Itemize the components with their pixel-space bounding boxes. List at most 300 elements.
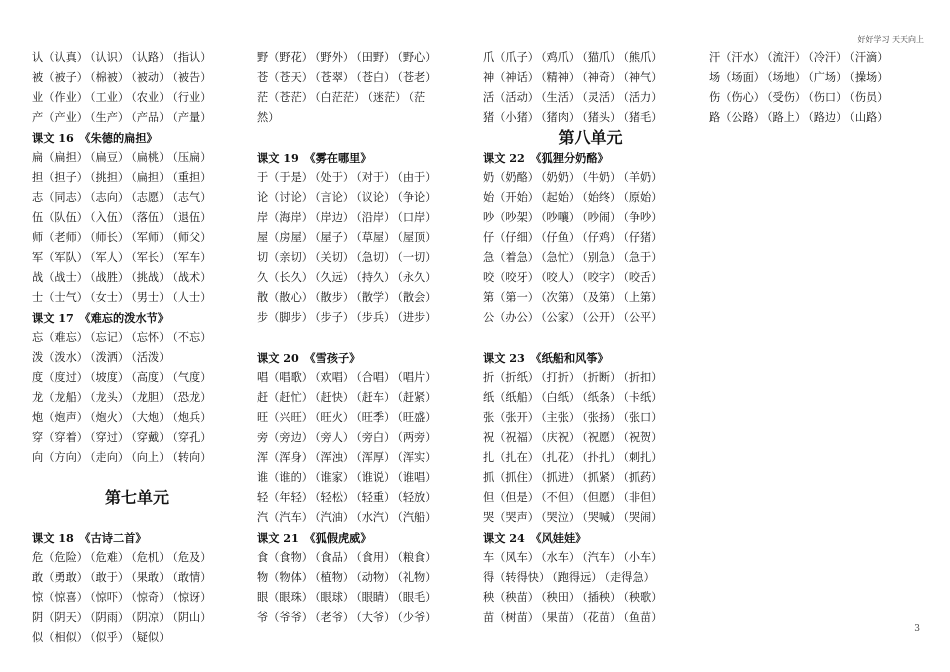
- vocab-row: [709, 88, 924, 108]
- vocab-word: （伤员）: [849, 91, 889, 104]
- vocab-word: （谁唱）: [397, 471, 437, 484]
- vocab-word: （公平）: [623, 311, 663, 324]
- unit-heading: 第八单元: [558, 128, 623, 147]
- vocab-word: 得（转得快）: [483, 571, 551, 584]
- vocab-word: （唱片）: [397, 371, 437, 384]
- vocab-row: [483, 608, 698, 628]
- vocab-word: （折断）: [582, 371, 622, 384]
- vocab-word: （危及）: [172, 551, 212, 564]
- vocab-word: 军（军队）: [32, 251, 88, 264]
- vocab-word: （泼洒）: [89, 351, 130, 364]
- vocab-word: （对于）: [356, 171, 396, 184]
- vocab-row: [483, 548, 698, 568]
- vocab-word: （农业）: [131, 91, 171, 104]
- vocab-word: 阴（阴天）: [32, 611, 88, 624]
- lesson-title: 课文 22 《狐狸分奶酪》: [483, 151, 609, 165]
- vocab-word: （退伍）: [172, 211, 212, 224]
- lesson-title: 课文 21 《狐假虎威》: [257, 531, 372, 545]
- vocab-word: 论（讨论）: [257, 191, 313, 204]
- lesson-title: 课文 17 《难忘的泼水节》: [32, 311, 169, 325]
- vocab-word: （被告）: [172, 71, 212, 84]
- vocab-word: （神气）: [623, 71, 663, 84]
- vocab-word: 活（活动）: [483, 91, 539, 104]
- vocab-word: （猪毛）: [623, 111, 663, 124]
- vocab-row: [709, 68, 924, 88]
- vocab-word: （浑厚）: [356, 451, 396, 464]
- vocab-word: （生活）: [540, 91, 581, 104]
- vocab-word: （祝愿）: [582, 431, 622, 444]
- vocab-word: （旺盛）: [397, 411, 437, 424]
- vocab-word: 伤（伤心）: [709, 91, 765, 104]
- vocab-word: 久（长久）: [257, 271, 313, 284]
- vocab-word: （一切）: [397, 251, 437, 264]
- vocab-word: （扑扎）: [582, 451, 622, 464]
- vocab-word: （屋子）: [314, 231, 355, 244]
- vocab-word: （久远）: [314, 271, 355, 284]
- vocab-word: （走向）: [89, 451, 130, 464]
- vocab-row: [257, 208, 472, 228]
- vocab-word: 忘（难忘）: [32, 331, 88, 344]
- vocab-row: [32, 428, 242, 448]
- lesson-title: 课文 16 《朱德的扁担》: [32, 131, 158, 145]
- page-header: 好好学习 天天向上: [857, 35, 924, 44]
- vocab-row: [257, 228, 472, 248]
- vocab-word: （神奇）: [582, 71, 622, 84]
- vocab-word: 旺（兴旺）: [257, 411, 313, 424]
- vocab-word: （穿过）: [89, 431, 130, 444]
- vocab-word: （礼物）: [397, 571, 437, 584]
- vocab-word: （野心）: [397, 51, 437, 64]
- vocab-word: （扁担）: [131, 171, 171, 184]
- vocab-word: （落伍）: [131, 211, 171, 224]
- vocab-word: 扁（扁担）: [32, 151, 88, 164]
- vocab-row: [257, 408, 472, 428]
- vocab-word: 张（张开）: [483, 411, 539, 424]
- vocab-word: 苗（树苗）: [483, 611, 539, 624]
- vocab-word: （植物）: [314, 571, 355, 584]
- vocab-row: [257, 268, 472, 288]
- vocab-word: （汗滴）: [849, 51, 889, 64]
- vocab-word: （棉被）: [89, 71, 130, 84]
- vocab-word: 步（脚步）: [257, 311, 313, 324]
- vocab-row: [257, 568, 472, 588]
- vocab-word: （张口）: [623, 411, 663, 424]
- vocab-word: （永久）: [397, 271, 437, 284]
- vocab-word: （浑实）: [397, 451, 437, 464]
- vocab-word: 士（士气）: [32, 291, 88, 304]
- vocab-row: [32, 348, 242, 368]
- vocab-word: 食（食物）: [257, 551, 313, 564]
- vocab-row: [32, 168, 242, 188]
- vocab-word: 奶（奶酪）: [483, 171, 539, 184]
- vocab-word: （持久）: [356, 271, 396, 284]
- vocab-word: （广场）: [808, 71, 848, 84]
- vocab-row: [483, 48, 698, 68]
- vocab-word: （敢于）: [89, 571, 130, 584]
- vocab-word: 轻（年轻）: [257, 491, 313, 504]
- vocab-word: 岸（海岸）: [257, 211, 313, 224]
- vocab-word: （刺扎）: [623, 451, 663, 464]
- vocab-row: [32, 628, 242, 648]
- vocab-word: （苍老）: [397, 71, 437, 84]
- vocab-row: [32, 388, 242, 408]
- vocab-word: 被（被子）: [32, 71, 88, 84]
- vocab-row: [32, 328, 242, 348]
- vocab-word: （主张）: [540, 411, 581, 424]
- vocab-word: 度（度过）: [32, 371, 88, 384]
- vocab-word: （猪肉）: [540, 111, 581, 124]
- vocab-row: [32, 188, 242, 208]
- vocab-row: [32, 108, 242, 128]
- vocab-row: [257, 308, 472, 328]
- vocab-word: （被动）: [131, 71, 171, 84]
- vocab-word: （恐龙）: [172, 391, 212, 404]
- vocab-word: （炮兵）: [172, 411, 212, 424]
- vocab-row: [483, 208, 698, 228]
- vocab-word: 仔（仔细）: [483, 231, 539, 244]
- vocab-word: 赶（赶忙）: [257, 391, 313, 404]
- vocab-word: （人士）: [172, 291, 212, 304]
- vocab-word: （战术）: [172, 271, 212, 284]
- vocab-word: （咬字）: [582, 271, 622, 284]
- vocab-word: （气度）: [172, 371, 212, 384]
- vocab-row: [483, 268, 698, 288]
- vocab-word: （穿孔）: [172, 431, 212, 444]
- vocab-word: （苍翠）: [314, 71, 355, 84]
- vocab-word: 谁（谁的）: [257, 471, 313, 484]
- vocab-word: （师父）: [172, 231, 212, 244]
- vocab-word: （急忙）: [540, 251, 581, 264]
- vocab-word: 场（场面）: [709, 71, 765, 84]
- vocab-word: 向（方向）: [32, 451, 88, 464]
- vocab-word: 炮（炮声）: [32, 411, 88, 424]
- vocab-row: [483, 288, 698, 308]
- vocab-word: （咬人）: [540, 271, 581, 284]
- vocab-word: （汽油）: [314, 511, 355, 524]
- vocab-word: （纸条）: [582, 391, 622, 404]
- vocab-word: （活力）: [623, 91, 663, 104]
- vocab-word: （进步）: [397, 311, 437, 324]
- vocab-row: [483, 108, 698, 128]
- vocab-word: （粮食）: [397, 551, 437, 564]
- vocab-word: （哭泣）: [540, 511, 581, 524]
- vocab-word: （茫: [408, 91, 426, 104]
- vocab-word: （军长）: [131, 251, 171, 264]
- vocab-word: 旁（旁边）: [257, 431, 313, 444]
- vocab-word: （龙胆）: [131, 391, 171, 404]
- vocab-word: 业（作业）: [32, 91, 88, 104]
- vocab-word: （活泼）: [131, 351, 171, 364]
- vocab-word: （挑战）: [131, 271, 171, 284]
- vocab-word: 龙（龙船）: [32, 391, 88, 404]
- vocab-word: （惊讶）: [172, 591, 212, 604]
- vocab-word: 但（但是）: [483, 491, 539, 504]
- vocab-word: （别急）: [582, 251, 622, 264]
- vocab-word: （处于）: [314, 171, 355, 184]
- vocab-row: [483, 448, 698, 468]
- vocab-row: [32, 268, 242, 288]
- vocab-word: （穿戴）: [131, 431, 171, 444]
- vocab-word: （吵嚷）: [540, 211, 581, 224]
- vocab-word: （挑担）: [89, 171, 130, 184]
- vocab-word: 纸（纸船）: [483, 391, 539, 404]
- vocab-word: （散会）: [397, 291, 437, 304]
- vocab-word: （公家）: [540, 311, 581, 324]
- vocab-word: 师（老师）: [32, 231, 88, 244]
- vocab-word: 吵（吵架）: [483, 211, 539, 224]
- vocab-word: 爪（爪子）: [483, 51, 539, 64]
- vocab-word: （卡纸）: [623, 391, 663, 404]
- vocab-row: [483, 388, 698, 408]
- vocab-word: （步兵）: [356, 311, 396, 324]
- vocab-word: （少爷）: [397, 611, 437, 624]
- vocab-word: （熊爪）: [623, 51, 663, 64]
- vocab-row: [483, 248, 698, 268]
- vocab-row: [32, 248, 242, 268]
- vocab-word: （扎花）: [540, 451, 581, 464]
- vocab-word: （打折）: [540, 371, 581, 384]
- vocab-row: [257, 388, 472, 408]
- vocab-word: （仔鱼）: [540, 231, 581, 244]
- vocab-row: [32, 588, 242, 608]
- vocab-row: [709, 48, 924, 68]
- vocab-word: （次第）: [540, 291, 581, 304]
- vocab-word: （野外）: [314, 51, 355, 64]
- vocab-row: [257, 488, 472, 508]
- vocab-word: （敢情）: [172, 571, 212, 584]
- vocab-word: 浑（浑身）: [257, 451, 313, 464]
- vocab-word: 折（折纸）: [483, 371, 539, 384]
- vocab-word: （走得急）: [604, 571, 655, 584]
- vocab-word: （跑得远）: [552, 571, 603, 584]
- vocab-word: （咬舌）: [623, 271, 663, 284]
- vocab-word: （危机）: [131, 551, 171, 564]
- vocab-word: （危难）: [89, 551, 130, 564]
- vocab-word: （哭喊）: [582, 511, 622, 524]
- vocab-word: 于（于是）: [257, 171, 313, 184]
- vocab-word: （争吵）: [623, 211, 663, 224]
- vocab-word: （猪头）: [582, 111, 622, 124]
- vocab-word: 担（担子）: [32, 171, 88, 184]
- vocab-word: （大爷）: [356, 611, 396, 624]
- vocab-word: （迷茫）: [367, 91, 407, 104]
- vocab-word: （水汽）: [356, 511, 396, 524]
- vocab-word: 屋（房屋）: [257, 231, 313, 244]
- vocab-word: （抓紧）: [582, 471, 622, 484]
- vocab-word: （志愿）: [131, 191, 171, 204]
- vocab-row: [483, 588, 698, 608]
- spacer: [483, 328, 698, 348]
- vocab-word: （岸边）: [314, 211, 355, 224]
- vocab-word: （浑浊）: [314, 451, 355, 464]
- vocab-word: 敢（勇敢）: [32, 571, 88, 584]
- vocab-word: （阴雨）: [89, 611, 130, 624]
- vocab-word: 哭（哭声）: [483, 511, 539, 524]
- column-2: [257, 48, 472, 628]
- vocab-word: （流汗）: [766, 51, 807, 64]
- vocab-word: （抓进）: [540, 471, 581, 484]
- vocab-word: （向上）: [131, 451, 171, 464]
- vocab-word: （轻重）: [356, 491, 396, 504]
- vocab-word: 唱（唱歌）: [257, 371, 313, 384]
- vocab-row: [483, 408, 698, 428]
- vocab-row: [483, 568, 698, 588]
- vocab-word: （奶奶）: [540, 171, 581, 184]
- vocab-row: [483, 228, 698, 248]
- vocab-word: （忘记）: [89, 331, 130, 344]
- vocab-word: 战（战士）: [32, 271, 88, 284]
- vocab-word: 穿（穿着）: [32, 431, 88, 444]
- vocab-word: 抓（抓住）: [483, 471, 539, 484]
- vocab-word: 公（办公）: [483, 311, 539, 324]
- vocab-word: （扁桃）: [131, 151, 171, 164]
- vocab-word: 野（野花）: [257, 51, 313, 64]
- vocab-word: 第（第一）: [483, 291, 539, 304]
- vocab-word: （师长）: [89, 231, 130, 244]
- vocab-word: （口岸）: [397, 211, 437, 224]
- vocab-word: 路（公路）: [709, 111, 765, 124]
- vocab-word: （汽车）: [582, 551, 622, 564]
- vocab-row: [257, 88, 472, 108]
- vocab-word: （压扁）: [172, 151, 212, 164]
- vocab-word: （轻放）: [397, 491, 437, 504]
- vocab-word: （伤口）: [808, 91, 848, 104]
- vocab-word: （高度）: [131, 371, 171, 384]
- vocab-word: （大炮）: [131, 411, 171, 424]
- vocab-row: [257, 428, 472, 448]
- vocab-word: 危（危险）: [32, 551, 88, 564]
- vocab-row: [32, 568, 242, 588]
- vocab-word: 神（神话）: [483, 71, 539, 84]
- vocab-word: （散学）: [356, 291, 396, 304]
- vocab-word: （食用）: [356, 551, 396, 564]
- vocab-row: [257, 288, 472, 308]
- vocab-word: （产品）: [131, 111, 171, 124]
- vocab-row: [32, 208, 242, 228]
- vocab-word: （动物）: [356, 571, 396, 584]
- vocab-row: [257, 188, 472, 208]
- vocab-row: [257, 508, 472, 528]
- vocab-word: （阴山）: [172, 611, 212, 624]
- vocab-word: 然）: [257, 111, 280, 124]
- vocab-word: （但愿）: [582, 491, 622, 504]
- vocab-word: （惊吓）: [89, 591, 130, 604]
- vocab-row: [32, 228, 242, 248]
- vocab-word: （食品）: [314, 551, 355, 564]
- vocab-word: （转向）: [172, 451, 212, 464]
- vocab-word: 汗（汗水）: [709, 51, 765, 64]
- vocab-word: 眼（眼珠）: [257, 591, 313, 604]
- vocab-word: （旁人）: [314, 431, 355, 444]
- vocab-word: 汽（汽车）: [257, 511, 313, 524]
- vocab-word: （仔猪）: [623, 231, 663, 244]
- vocab-row: [483, 188, 698, 208]
- vocab-word: 车（风车）: [483, 551, 539, 564]
- vocab-word: （草屋）: [356, 231, 396, 244]
- vocab-row: [483, 428, 698, 448]
- vocab-word: （认路）: [131, 51, 171, 64]
- vocab-row: [32, 68, 242, 88]
- vocab-word: 惊（惊喜）: [32, 591, 88, 604]
- vocab-word: （眼球）: [314, 591, 355, 604]
- vocab-word: （张扬）: [582, 411, 622, 424]
- vocab-word: 散（散心）: [257, 291, 313, 304]
- vocab-word: （炮火）: [89, 411, 130, 424]
- lesson-title: 课文 24 《风娃娃》: [483, 531, 587, 545]
- vocab-word: 似（相似）: [32, 631, 88, 644]
- vocab-word: （轻松）: [314, 491, 355, 504]
- vocab-word: （生产）: [89, 111, 130, 124]
- page-number: 3: [914, 624, 920, 634]
- vocab-word: （果苗）: [540, 611, 581, 624]
- vocab-word: 秧（秧苗）: [483, 591, 539, 604]
- column-3: [483, 48, 698, 628]
- vocab-word: （吵闹）: [582, 211, 622, 224]
- vocab-word: 切（亲切）: [257, 251, 313, 264]
- vocab-word: （猫爪）: [582, 51, 622, 64]
- vocab-word: （步子）: [314, 311, 355, 324]
- vocab-row: [32, 408, 242, 428]
- vocab-word: （哭闹）: [623, 511, 663, 524]
- vocab-word: 产（产业）: [32, 111, 88, 124]
- vocab-word: （路边）: [808, 111, 848, 124]
- vocab-word: （果敢）: [131, 571, 171, 584]
- vocab-word: （欢唱）: [314, 371, 355, 384]
- vocab-word: （军车）: [172, 251, 212, 264]
- vocab-row: [257, 248, 472, 268]
- vocab-row: [32, 608, 242, 628]
- spacer: [257, 328, 472, 348]
- vocab-word: （牛奶）: [582, 171, 622, 184]
- spacer: [257, 128, 472, 148]
- vocab-word: （秧歌）: [623, 591, 663, 604]
- vocab-word: （灵活）: [582, 91, 622, 104]
- vocab-word: （汽船）: [397, 511, 437, 524]
- vocab-word: （男士）: [131, 291, 171, 304]
- vocab-word: （路上）: [766, 111, 807, 124]
- vocab-row: [483, 508, 698, 528]
- vocab-word: （赶车）: [356, 391, 396, 404]
- vocab-word: （旺火）: [314, 411, 355, 424]
- vocab-row: [257, 168, 472, 188]
- vocab-word: （场地）: [766, 71, 807, 84]
- vocab-word: （水车）: [540, 551, 581, 564]
- vocab-word: 扎（扎在）: [483, 451, 539, 464]
- vocab-word: （赶紧）: [397, 391, 437, 404]
- vocab-word: （抓药）: [623, 471, 663, 484]
- vocab-row: [257, 368, 472, 388]
- unit-heading: 第七单元: [104, 488, 169, 507]
- vocab-row: [32, 288, 242, 308]
- vocab-word: （上第）: [623, 291, 663, 304]
- vocab-word: （公开）: [582, 311, 622, 324]
- vocab-word: （产量）: [172, 111, 212, 124]
- vocab-row: [257, 468, 472, 488]
- vocab-word: （志向）: [89, 191, 130, 204]
- vocab-word: （不忘）: [172, 331, 212, 344]
- vocab-word: （赶快）: [314, 391, 355, 404]
- vocab-word: （不但）: [540, 491, 581, 504]
- vocab-word: 伍（队伍）: [32, 211, 88, 224]
- vocab-word: （秧田）: [540, 591, 581, 604]
- vocab-word: （扁豆）: [89, 151, 130, 164]
- vocab-row: [483, 68, 698, 88]
- vocab-word: 祝（祝福）: [483, 431, 539, 444]
- vocab-word: （折扣）: [623, 371, 663, 384]
- vocab-word: （操场）: [849, 71, 889, 84]
- vocab-word: （屋顶）: [397, 231, 437, 244]
- vocab-row: [483, 368, 698, 388]
